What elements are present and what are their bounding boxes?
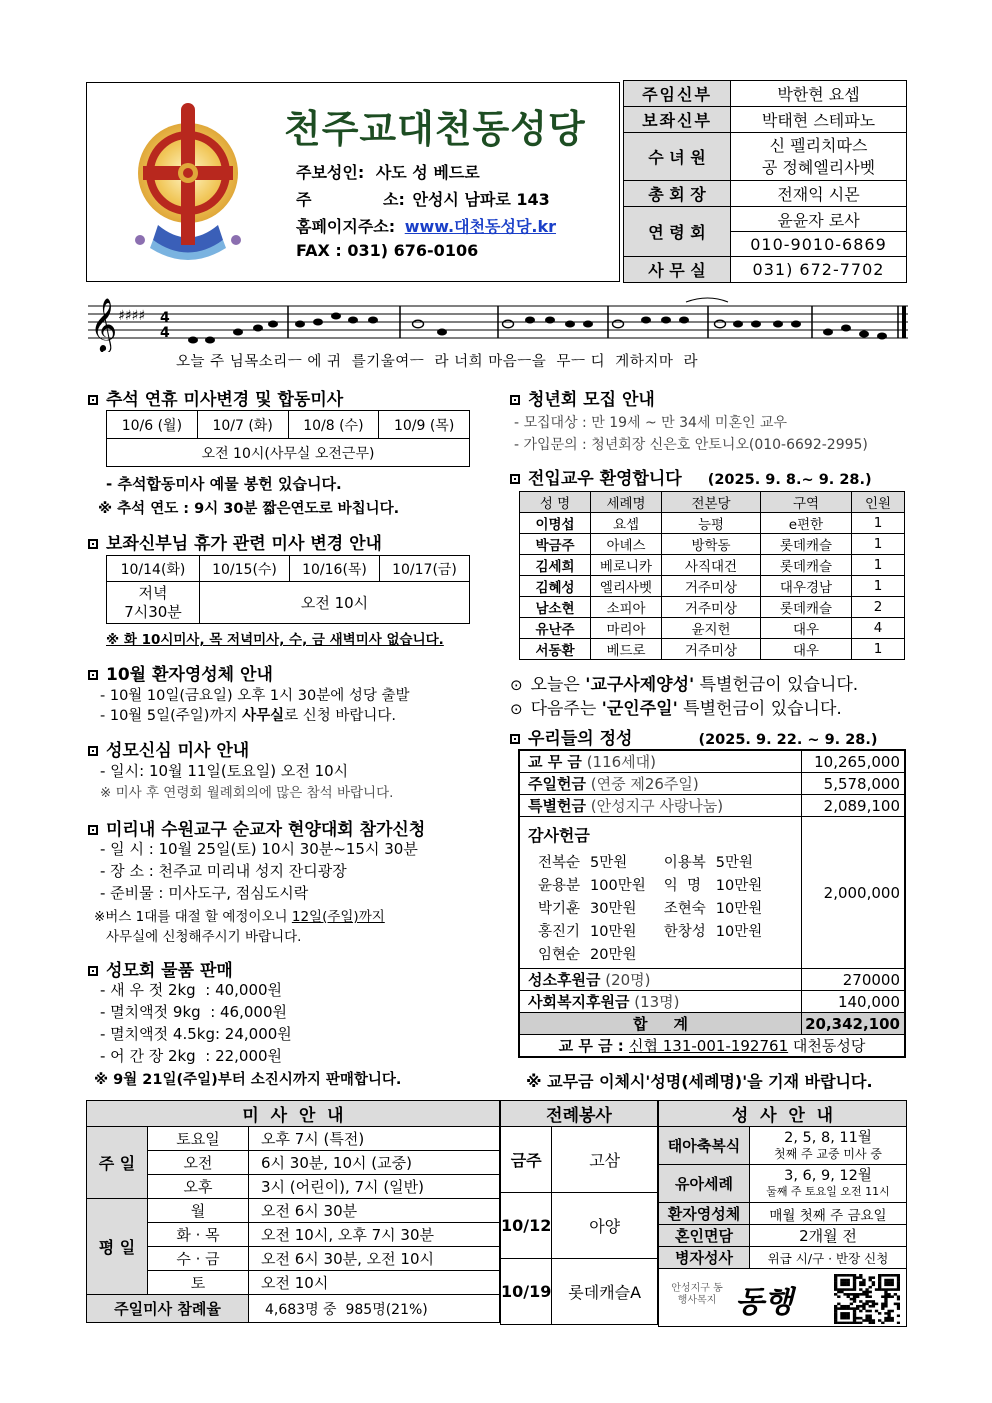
sacrament-1-value	[750, 1127, 907, 1165]
donor-amount: 10만원	[715, 901, 763, 917]
martyr-line-3: - 준비물 : 미사도구, 점심도시락	[100, 884, 309, 902]
donor-name: 익 명	[663, 878, 701, 894]
newcomer-area: 대우	[761, 618, 852, 639]
table-row	[520, 576, 905, 597]
sacrament-2-a: 3, 6, 9, 12월	[784, 1167, 872, 1184]
union-name: 윤윤자 로사	[731, 207, 907, 232]
weekday-time-1-label: 월	[148, 1199, 249, 1223]
list-item	[538, 873, 772, 896]
offering-row-5	[519, 969, 802, 991]
table-row	[520, 597, 905, 618]
council-label: 총 회 장	[624, 181, 731, 207]
sacrament-1-a: 2, 5, 8, 11월	[784, 1129, 872, 1146]
offering-r2-label: 주일헌금	[528, 775, 586, 793]
mass-schedule-title: 미 사 안 내	[87, 1101, 500, 1127]
council-name: 전재익 시몬	[731, 181, 907, 207]
donghaeng-logo-big: 동행	[735, 1285, 793, 1320]
offering-r5-label: 성소후원금	[528, 971, 601, 989]
weekday-time-1: 오전 6시 30분	[249, 1199, 500, 1223]
union-phone: 010-9010-6869	[731, 232, 907, 257]
sale-note: ※ 9월 21일(주일)부터 소진시까지 판매합니다.	[94, 1072, 402, 1088]
newcomer-parish: 윤지헌	[662, 618, 761, 639]
offering-r1-label: 교 무 금	[528, 753, 582, 771]
sacrament-2-b: 둘째 주 토요일 오전 11시	[766, 1184, 890, 1198]
mary-line-1: - 일시: 10월 11일(토요일) 오전 10시	[100, 762, 349, 780]
offering-r5-note: (20명)	[605, 971, 651, 989]
donor-amount: 5만원	[715, 855, 754, 871]
homepage-link[interactable]: www.대천동성당.kr	[404, 217, 557, 236]
bullet-square-icon	[510, 395, 520, 405]
circle-dot-icon: ⊙	[510, 676, 523, 694]
assistant-name: 박태현 스테파노	[731, 107, 907, 133]
chuseok-note-1: - 추석합동미사 예물 봉헌 있습니다.	[106, 475, 342, 493]
staff-table	[623, 80, 907, 283]
offering-r6-note: (13명)	[634, 993, 680, 1011]
offering-r3-note: (안성지구 사랑나눔)	[590, 797, 724, 815]
patron-value: 사도 성 베드로	[375, 163, 480, 182]
weekday-time-3-label: 수 · 금	[148, 1247, 249, 1271]
collection-notice-2	[510, 694, 842, 719]
newcomer-parish: 거주미상	[662, 639, 761, 660]
address-line	[296, 187, 550, 210]
newcomer-parish: 거주미상	[662, 576, 761, 597]
bullet-square-icon	[88, 539, 98, 549]
liturgy-title: 전례봉사	[501, 1101, 658, 1127]
sacrament-5-label: 병자성사	[659, 1247, 750, 1269]
newcomers-header-parish: 전본당	[662, 492, 761, 513]
offering-r3-value: 2,089,100	[802, 795, 906, 817]
table-row	[520, 534, 905, 555]
chuseok-day-2: 10/7 (화)	[197, 411, 288, 439]
sacrament-5-value: 위급 시/구 · 반장 신청	[750, 1247, 907, 1269]
homepage-label: 홈페이지주소:	[296, 217, 396, 236]
weekday-time-2-label: 화 · 목	[148, 1223, 249, 1247]
bullet-square-icon	[88, 825, 98, 835]
newcomer-count: 4	[852, 618, 905, 639]
offering-r1-note: (116세대)	[586, 753, 657, 771]
martyr-title	[88, 815, 425, 840]
donor-name: 조현숙	[663, 901, 706, 917]
bullet-square-icon	[88, 395, 98, 405]
newcomer-name: 김세희	[520, 555, 591, 576]
offering-period: (2025. 9. 22. ~ 9. 28.)	[698, 732, 878, 748]
newcomer-area: 롯데캐슬	[761, 597, 852, 618]
offering-r2-value: 5,578,000	[802, 773, 906, 795]
svg-text:4: 4	[160, 325, 170, 341]
assistant-label: 보좌신부	[624, 107, 731, 133]
sale-item-3: - 멸치액젓 4.5kg: 24,000원	[100, 1025, 292, 1043]
martyr-title-text: 미리내 수원교구 순교자 현양대회 참가신청	[106, 820, 426, 840]
weekday-time-3: 오전 6시 30분, 오전 10시	[249, 1247, 500, 1271]
sick-line-2a: - 10월 5일(주일)까지	[100, 708, 243, 724]
church-title: 천주교대천동성당	[284, 106, 586, 151]
pastor-label: 주임신부	[624, 81, 731, 107]
address-value: 안성시 남파로 143	[412, 190, 550, 209]
newcomer-count: 1	[852, 513, 905, 534]
martyr-line-5: 사무실에 신청해주시기 바랍니다.	[106, 929, 302, 945]
donor-amount: 10만원	[715, 924, 763, 940]
bullet-square-icon	[510, 474, 520, 484]
offering-total-label: 합 계	[519, 1013, 802, 1035]
newcomer-baptism: 엘리사벳	[591, 576, 662, 597]
sacrament-3-label: 환자영성체	[659, 1203, 750, 1225]
sick-title	[88, 660, 273, 685]
pastor-name: 박한현 요셉	[731, 81, 907, 107]
vacation-day-4: 10/17(금)	[380, 556, 470, 582]
donghaeng-logo	[667, 1277, 827, 1321]
offering-r6-label: 사회복지후원금	[528, 993, 630, 1011]
donor-name: 이용복	[663, 855, 706, 871]
sacrament-4-value: 2개월 전	[750, 1225, 907, 1247]
liturgy-week-3: 10/19	[501, 1259, 552, 1325]
church-cross-logo-icon	[128, 100, 248, 268]
sacraments-title: 성 사 안 내	[659, 1101, 907, 1127]
vacation-title-text: 보좌신부님 휴가 관련 미사 변경 안내	[106, 534, 382, 554]
sunday-time-1-label: 토요일	[148, 1127, 249, 1151]
liturgy-group-2: 아양	[552, 1193, 658, 1259]
newcomer-area: 대우	[761, 639, 852, 660]
donghaeng-cell	[659, 1269, 907, 1327]
thanks-label: 감사헌금	[528, 826, 590, 845]
sacraments-table	[658, 1100, 907, 1327]
sunday-time-3-label: 오후	[148, 1175, 249, 1199]
newcomer-count: 1	[852, 534, 905, 555]
youth-line-2: - 가입문의 : 청년회장 신은호 안토니오(010-6692-2995)	[514, 437, 868, 453]
liturgy-table	[500, 1100, 658, 1325]
fax-value: 031) 676-0106	[347, 241, 479, 260]
office-phone: 031) 672-7702	[731, 257, 907, 283]
donor-name: 한창성	[663, 924, 706, 940]
donor-amount	[716, 942, 772, 965]
newcomer-baptism: 아녜스	[591, 534, 662, 555]
sale-item-1: - 새 우 젓 2kg : 40,000원	[100, 981, 283, 999]
vacation-day-2: 10/15(수)	[200, 556, 290, 582]
nun-2: 공 정혜엘리사벳	[761, 157, 876, 177]
chuseok-note-2: ※ 추석 연도 : 9시 30분 짧은연도로 바칩니다.	[98, 501, 400, 517]
collection-notice-2b: '군인주일'	[601, 699, 678, 719]
newcomer-name: 이명섭	[520, 513, 591, 534]
table-row	[520, 618, 905, 639]
newcomer-area: 롯데캐슬	[761, 534, 852, 555]
table-row	[520, 555, 905, 576]
sacrament-4-label: 혼인면담	[659, 1225, 750, 1247]
martyr-line-1: - 일 시 : 10월 25일(토) 10시 30분~15시 30분	[100, 840, 418, 858]
svg-text:4: 4	[160, 310, 170, 326]
bullet-square-icon	[510, 734, 520, 744]
newcomers-header-baptism: 세례명	[591, 492, 662, 513]
sick-line-2b: 사무실	[242, 708, 285, 724]
offering-title-text: 우리들의 정성	[528, 729, 633, 749]
sunday-time-1: 오후 7시 (특전)	[249, 1127, 500, 1151]
sunday-time-2: 6시 30분, 10시 (교중)	[249, 1151, 500, 1175]
bullet-square-icon	[88, 966, 98, 976]
newcomers-table	[519, 491, 905, 660]
music-lyrics: 오늘 주 님목소리ㅡ 에 귀 를기울여ㅡ 라 너희 마음ㅡ을 무ㅡ 디 게하지마 라	[176, 354, 699, 370]
martyr-line-2: - 장 소 : 천주교 미리내 성지 잔디광장	[100, 862, 347, 880]
vacation-first-b: 7시30분	[124, 602, 182, 621]
offering-note: ※ 교무금 이체시'성명(세례명)'을 기재 바랍니다.	[526, 1072, 873, 1091]
bullet-square-icon	[88, 670, 98, 680]
offering-row-3	[519, 795, 802, 817]
donor-name: 박기훈	[538, 901, 581, 917]
offering-row-2	[519, 773, 802, 795]
donor-amount: 100만원	[590, 878, 646, 894]
newcomer-name: 유난주	[520, 618, 591, 639]
mass-schedule-table	[86, 1100, 500, 1323]
vacation-first-a: 저녁	[138, 583, 168, 602]
collection-notice-1a: 오늘은	[530, 675, 586, 695]
mary-title	[88, 736, 249, 761]
newcomer-count: 1	[852, 555, 905, 576]
youth-title-text: 청년회 모집 안내	[528, 390, 655, 410]
sunday-time-3: 3시 (어린이), 7시 (일반)	[249, 1175, 500, 1199]
table-row	[520, 513, 905, 534]
address-label-1: 주	[296, 190, 312, 209]
bullet-square-icon	[88, 746, 98, 756]
offering-total-value: 20,342,100	[802, 1013, 906, 1035]
office-label: 사 무 실	[624, 257, 731, 283]
list-item	[538, 896, 772, 919]
newcomer-baptism: 베드로	[591, 639, 662, 660]
sacrament-2-value	[750, 1165, 907, 1203]
account-name: 대천동성당	[788, 1037, 866, 1055]
newcomer-baptism: 마리아	[591, 618, 662, 639]
vacation-title	[88, 529, 382, 554]
circle-dot-icon: ⊙	[510, 700, 523, 718]
newcomer-baptism: 소피아	[591, 597, 662, 618]
liturgy-group-1: 고삼	[552, 1127, 658, 1193]
offering-row-6	[519, 991, 802, 1013]
weekday-time-4-label: 토	[148, 1271, 249, 1295]
chuseok-mass: 오전 10시(사무실 오전근무)	[107, 439, 470, 467]
fax-line	[296, 241, 478, 260]
newcomer-count: 1	[852, 639, 905, 660]
sacrament-1-b: 첫째 주 교중 미사 중	[774, 1146, 882, 1161]
offering-r3-label: 특별헌금	[528, 797, 586, 815]
sacrament-3-value: 매월 첫째 주 금요일	[750, 1203, 907, 1225]
vacation-table	[106, 555, 470, 624]
attendance-label: 주일미사 참례율	[87, 1295, 249, 1323]
weekday-time-2: 오전 10시, 오후 7시 30분	[249, 1223, 500, 1247]
svg-text:♯♯♯♯: ♯♯♯♯	[118, 308, 146, 324]
vacation-day-1: 10/14(화)	[107, 556, 200, 582]
chuseok-title	[88, 385, 343, 410]
sale-title-text: 성모회 물품 판매	[106, 961, 233, 981]
thanks-list	[538, 850, 772, 965]
music-staff-score	[88, 294, 908, 352]
sacrament-2-label: 유아세례	[659, 1165, 750, 1203]
liturgy-week-2: 10/12	[501, 1193, 552, 1259]
vacation-day-3: 10/16(목)	[290, 556, 380, 582]
collection-notice-2c: 특별헌금이 있습니다.	[677, 699, 842, 719]
offering-account	[519, 1035, 905, 1058]
newcomer-baptism: 베로니카	[591, 555, 662, 576]
attendance-value: 4,683명 중 985명(21%)	[249, 1295, 500, 1323]
sick-line-2c: 로 신청 바랍니다.	[284, 708, 397, 724]
newcomer-area: 롯데캐슬	[761, 555, 852, 576]
offering-row-1	[519, 750, 802, 773]
newcomers-header-count: 인원	[852, 492, 905, 513]
sale-item-4: - 어 간 장 2kg : 22,000원	[100, 1047, 283, 1065]
martyr-line-4	[94, 905, 385, 925]
sacrament-1-label: 태아축복식	[659, 1127, 750, 1165]
patron-line	[296, 160, 480, 183]
liturgy-group-3: 롯데캐슬A	[552, 1259, 658, 1325]
weekday-label: 평 일	[87, 1199, 148, 1295]
list-item	[538, 942, 772, 965]
offering-table	[518, 749, 906, 1058]
collection-notice-1c: 특별헌금이 있습니다.	[694, 675, 859, 695]
homepage-line	[296, 214, 556, 237]
list-item	[538, 850, 772, 873]
newcomer-parish: 능평	[662, 513, 761, 534]
patron-label: 주보성인:	[296, 163, 365, 182]
sick-line-1: - 10월 10일(금요일) 오후 1시 30분에 성당 출발	[100, 688, 410, 704]
nuns-label: 수 녀 원	[624, 133, 731, 181]
collection-notice-2a: 다음주는	[530, 699, 602, 719]
newcomers-header-area: 구역	[761, 492, 852, 513]
newcomers-header-name: 성 명	[520, 492, 591, 513]
newcomer-area: 대우경남	[761, 576, 852, 597]
newcomer-area: e편한	[761, 513, 852, 534]
offering-r1-value: 10,265,000	[802, 750, 906, 773]
newcomer-name: 서동환	[520, 639, 591, 660]
chuseok-title-text: 추석 연휴 미사변경 및 합동미사	[106, 390, 344, 410]
chuseok-day-4: 10/9 (목)	[379, 411, 470, 439]
newcomer-name: 김혜성	[520, 576, 591, 597]
address-label-2: 소:	[383, 190, 405, 209]
sale-item-2: - 멸치액젓 9kg : 46,000원	[100, 1003, 287, 1021]
collection-notice-1b: '교구사제양성'	[585, 675, 695, 695]
newcomers-period: (2025. 9. 8.~ 9. 28.)	[707, 472, 872, 488]
vacation-note: ※ 화 10시미사, 목 저녁미사, 수, 금 새벽미사 없습니다.	[106, 632, 444, 648]
newcomer-baptism: 요셉	[591, 513, 662, 534]
list-item	[538, 919, 772, 942]
qr-code-icon[interactable]	[834, 1274, 900, 1324]
union-label: 연 령 회	[624, 207, 731, 257]
sick-line-2	[100, 704, 396, 725]
newcomers-title	[510, 464, 872, 489]
vacation-first-mass	[107, 582, 200, 624]
offering-r6-value: 140,000	[802, 991, 906, 1013]
donor-name: 홍진기	[538, 924, 581, 940]
donor-name: 윤용분	[538, 878, 581, 894]
youth-line-1: - 모집대상 : 만 19세 ~ 만 34세 미혼인 교우	[514, 415, 787, 431]
martyr-line-4a: ※버스 1대를 대절 할 예정이오니	[94, 909, 292, 925]
vacation-rest-mass: 오전 10시	[200, 582, 470, 624]
chuseok-day-1: 10/6 (월)	[107, 411, 198, 439]
newcomer-parish: 사직대건	[662, 555, 761, 576]
svg-text:𝄞: 𝄞	[90, 297, 118, 351]
chuseok-table	[106, 410, 470, 467]
thanks-value: 2,000,000	[802, 817, 906, 969]
sunday-label: 주 일	[87, 1127, 148, 1199]
donor-name: 임현순	[538, 947, 581, 963]
account-label: 교 무 금 :	[558, 1037, 630, 1055]
newcomer-name: 남소현	[520, 597, 591, 618]
weekday-time-4: 오전 10시	[249, 1271, 500, 1295]
chuseok-day-3: 10/8 (수)	[288, 411, 379, 439]
sick-title-text: 10월 환자영성체 안내	[106, 665, 273, 685]
donor-amount: 20만원	[590, 947, 637, 963]
donor-amount: 10만원	[715, 878, 763, 894]
martyr-line-4b: 12일(주일)까지	[291, 909, 385, 925]
table-row	[520, 639, 905, 660]
sale-title	[88, 956, 233, 981]
donor-amount: 10만원	[590, 924, 637, 940]
nun-1: 신 펠리치따스	[769, 135, 868, 155]
liturgy-week-1: 금주	[501, 1127, 552, 1193]
collection-notice-1	[510, 670, 858, 695]
newcomer-count: 1	[852, 576, 905, 597]
donor-name: 전복순	[538, 855, 581, 871]
donor-amount: 5만원	[590, 855, 628, 871]
sunday-time-2-label: 오전	[148, 1151, 249, 1175]
newcomers-title-text: 전입교우 환영합니다	[528, 469, 682, 489]
nuns-names	[731, 133, 907, 181]
donor-name	[664, 942, 716, 965]
donghaeng-logo-small: 안성지구 동행사목지	[671, 1283, 723, 1306]
donor-amount: 30만원	[590, 901, 637, 917]
youth-title	[510, 385, 655, 410]
thanks-cell	[519, 817, 802, 969]
newcomer-parish: 거주미상	[662, 597, 761, 618]
mary-title-text: 성모신심 미사 안내	[106, 741, 250, 761]
newcomer-count: 2	[852, 597, 905, 618]
newcomer-name: 박금주	[520, 534, 591, 555]
offering-r5-value: 270000	[802, 969, 906, 991]
account-number: 신협 131-001-192761	[629, 1037, 789, 1055]
mary-line-2: ※ 미사 후 연령회 월례회의에 많은 참석 바랍니다.	[100, 785, 394, 801]
fax-label: FAX :	[296, 241, 348, 260]
offering-r2-note: (연중 제26주일)	[590, 775, 699, 793]
newcomer-parish: 방학동	[662, 534, 761, 555]
offering-title	[510, 724, 878, 749]
